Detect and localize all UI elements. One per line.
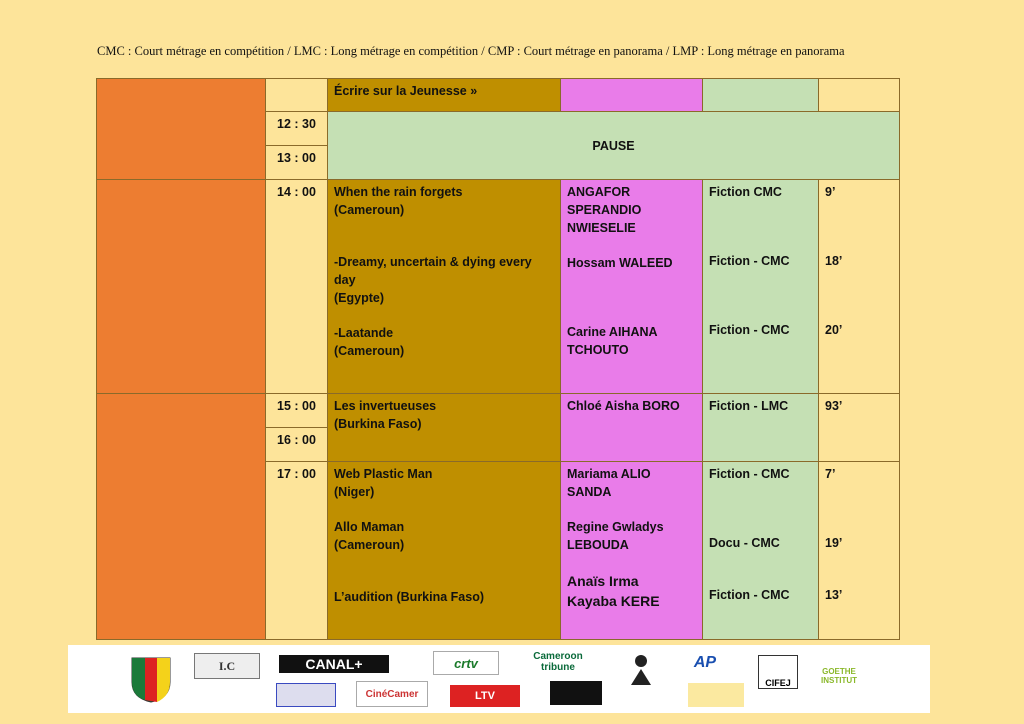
time-cell: 16 : 00 xyxy=(266,428,328,462)
ministry-seal-icon xyxy=(124,651,178,707)
time-cell: 13 : 00 xyxy=(266,146,328,180)
canal-plus-logo: CANAL+ xyxy=(279,655,389,673)
time-cell: 14 : 00 xyxy=(266,180,328,394)
black-logo-icon xyxy=(550,681,602,705)
cifej-logo: CIFEJ xyxy=(758,655,798,689)
person-logo-icon xyxy=(624,651,658,689)
time-cell xyxy=(266,79,328,112)
cameroon-tribune-logo: Cameroon tribune xyxy=(533,651,583,673)
director-cell: Chloé Aisha BORO xyxy=(561,394,703,462)
time-cell: 15 : 00 xyxy=(266,394,328,428)
table-row xyxy=(97,180,900,394)
yellow-logo-icon xyxy=(688,683,744,707)
table-row xyxy=(97,79,900,112)
film-cell: Les invertueuses (Burkina Faso) xyxy=(328,394,561,462)
film-cell: Écrire sur la Jeunesse » xyxy=(328,79,561,112)
day-cell xyxy=(97,79,266,180)
cinecamer-logo: CinéCamer xyxy=(356,681,428,707)
duration-cell: 7’ 19’ 13’ xyxy=(819,462,900,640)
time-cell: 12 : 30 xyxy=(266,112,328,146)
schedule-table xyxy=(96,78,900,640)
goethe-logo: GOETHE INSTITUT xyxy=(821,667,857,685)
category-cell: Fiction - CMC Docu - CMC Fiction - CMC xyxy=(703,462,819,640)
director-cell xyxy=(561,79,703,112)
film-cell: When the rain forgets (Cameroun) -Dreamy, uncertain & dying every day (Egypte) -Laatande (Cameroun) xyxy=(328,180,561,394)
ap-logo: AP xyxy=(693,654,717,671)
crtv-logo: crtv xyxy=(433,651,499,675)
category-cell: Fiction - LMC xyxy=(703,394,819,462)
duration-cell: 93’ xyxy=(819,394,900,462)
duration-cell: 9’ 18’ 20’ xyxy=(819,180,900,394)
table-row xyxy=(97,394,900,428)
pause-cell: PAUSE xyxy=(328,112,900,180)
blue-logo-icon xyxy=(276,683,336,707)
time-cell: 17 : 00 xyxy=(266,462,328,640)
sponsor-logos-bar xyxy=(68,645,930,713)
ltv-logo: LTV xyxy=(450,685,520,707)
director-cell: ANGAFOR SPERANDIO NWIESELIE Hossam WALEED Carine AIHANA TCHOUTO xyxy=(561,180,703,394)
duration-cell xyxy=(819,79,900,112)
category-cell xyxy=(703,79,819,112)
director-cell: Mariama ALIO SANDA Regine Gwladys LEBOUDA Anaïs Irma Kayaba KERE xyxy=(561,462,703,640)
ic-logo-icon: I.C xyxy=(194,653,260,679)
legend-text: CMC : Court métrage en compétition / LMC : Long métrage en compétition / CMP : Court métrage en panorama / LMP : Long métrage en panorama xyxy=(97,44,845,58)
day-cell xyxy=(97,180,266,394)
film-cell: Web Plastic Man (Niger) Allo Maman (Cameroun) L’audition (Burkina Faso) xyxy=(328,462,561,640)
day-cell xyxy=(97,394,266,640)
category-cell: Fiction CMC Fiction - CMC Fiction - CMC xyxy=(703,180,819,394)
